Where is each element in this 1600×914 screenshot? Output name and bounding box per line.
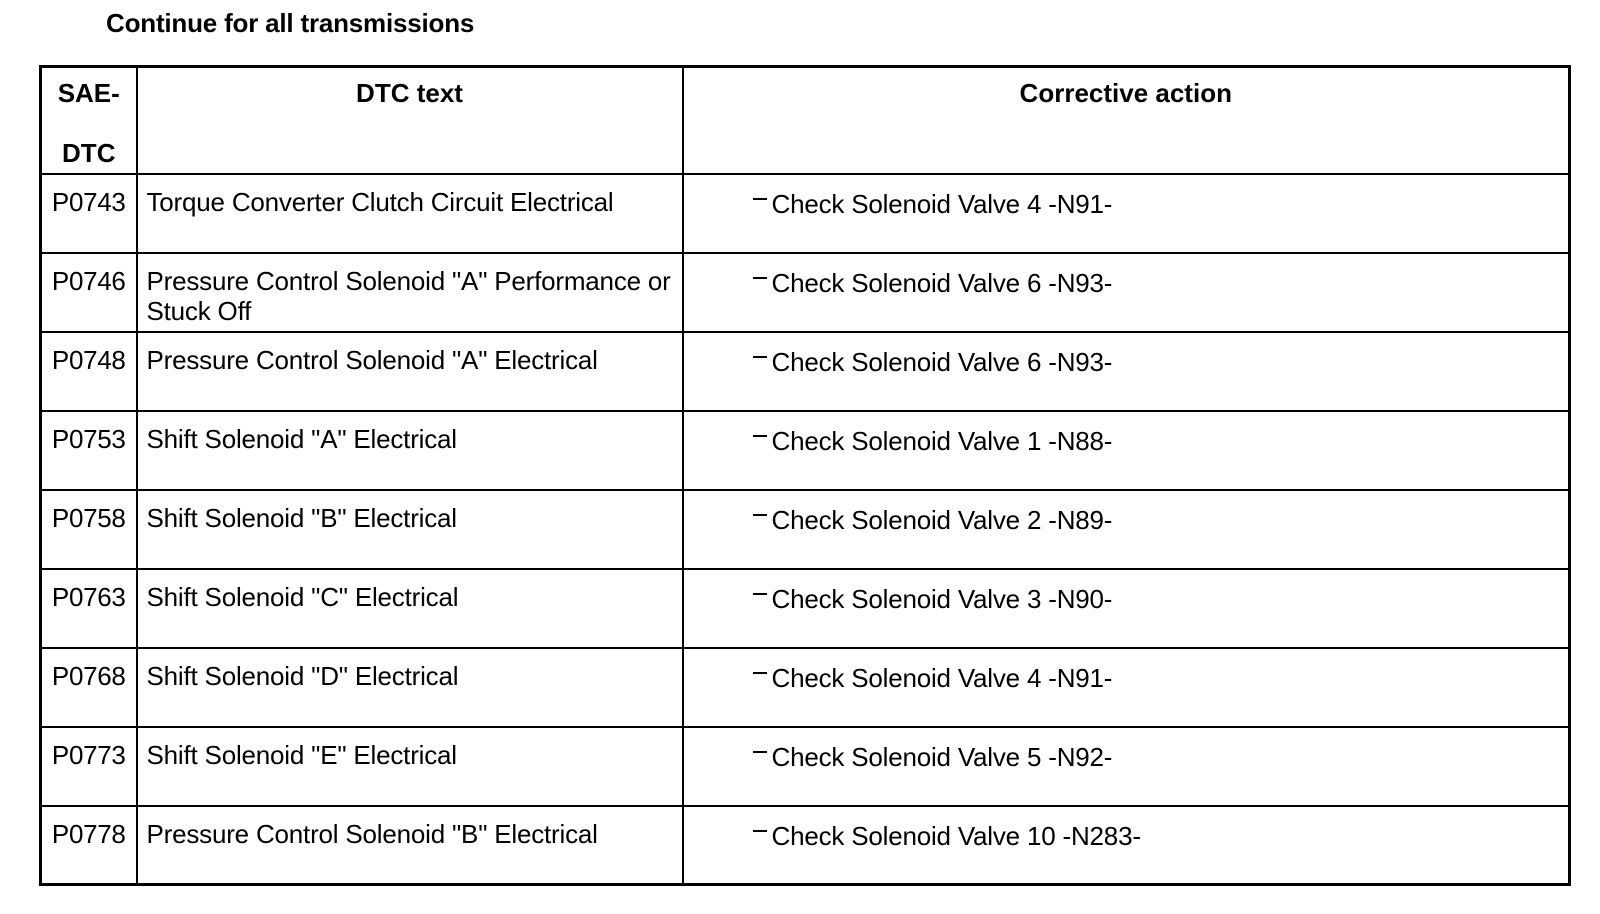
bullet-dash-icon: [753, 751, 767, 753]
corrective-action-cell: [683, 806, 1570, 885]
corrective-action-text: Check Solenoid Valve 4 -N91-: [771, 188, 1113, 219]
dtc-code-cell: P0758: [41, 490, 137, 569]
dtc-code-cell: P0773: [41, 727, 137, 806]
bullet-dash-icon: [753, 830, 767, 832]
table-row: [41, 648, 1570, 727]
table-row: [41, 253, 1570, 332]
bullet-dash-icon: [753, 593, 767, 595]
corrective-action-cell: [683, 648, 1570, 727]
table-header-row: [41, 67, 1570, 174]
table-row: [41, 174, 1570, 253]
dtc-code-cell: P0753: [41, 411, 137, 490]
corrective-action-cell: [683, 490, 1570, 569]
corrective-action-text: Check Solenoid Valve 4 -N91-: [771, 662, 1113, 693]
bullet-dash-icon: [753, 514, 767, 516]
dtc-text-cell: Pressure Control Solenoid "B" Electrical: [137, 806, 683, 885]
corrective-action-text: Check Solenoid Valve 1 -N88-: [771, 425, 1113, 456]
dtc-code-cell: P0748: [41, 332, 137, 411]
corrective-action-cell: [683, 174, 1570, 253]
bullet-dash-icon: [753, 277, 767, 279]
table-row: [41, 490, 1570, 569]
corrective-action-text: Check Solenoid Valve 5 -N92-: [771, 741, 1113, 772]
column-header-sae-dtc-line2: DTC: [62, 138, 116, 168]
corrective-action-cell: [683, 727, 1570, 806]
corrective-action-cell: [683, 332, 1570, 411]
dtc-text-cell: Pressure Control Solenoid "A" Performance or Stuck Off: [137, 253, 683, 332]
table-row: [41, 727, 1570, 806]
corrective-action-text: Check Solenoid Valve 6 -N93-: [771, 346, 1113, 377]
corrective-action-text: Check Solenoid Valve 10 -N283-: [771, 820, 1141, 851]
corrective-action-text: Check Solenoid Valve 2 -N89-: [771, 504, 1113, 535]
column-header-sae-dtc: [41, 67, 137, 174]
dtc-text-cell: Shift Solenoid "A" Electrical: [137, 411, 683, 490]
table-row: [41, 806, 1570, 885]
corrective-action-text: Check Solenoid Valve 3 -N90-: [771, 583, 1113, 614]
bullet-dash-icon: [753, 435, 767, 437]
dtc-text-cell: Shift Solenoid "B" Electrical: [137, 490, 683, 569]
column-header-corrective-action: Corrective action: [683, 67, 1570, 174]
corrective-action-cell: [683, 569, 1570, 648]
bullet-dash-icon: [753, 672, 767, 674]
dtc-text-cell: Shift Solenoid "C" Electrical: [137, 569, 683, 648]
column-header-dtc-text: DTC text: [137, 67, 683, 174]
dtc-text-cell: Torque Converter Clutch Circuit Electrical: [137, 174, 683, 253]
dtc-code-cell: P0743: [41, 174, 137, 253]
bullet-dash-icon: [753, 356, 767, 358]
page-heading: Continue for all transmissions: [106, 8, 475, 38]
corrective-action-cell: [683, 253, 1570, 332]
dtc-text-cell: Shift Solenoid "E" Electrical: [137, 727, 683, 806]
dtc-text-cell: Pressure Control Solenoid "A" Electrical: [137, 332, 683, 411]
corrective-action-cell: [683, 411, 1570, 490]
dtc-code-cell: P0746: [41, 253, 137, 332]
dtc-code-cell: P0763: [41, 569, 137, 648]
table-row: [41, 332, 1570, 411]
dtc-table: [39, 65, 1571, 886]
table-row: [41, 411, 1570, 490]
corrective-action-text: Check Solenoid Valve 6 -N93-: [771, 267, 1113, 298]
bullet-dash-icon: [753, 198, 767, 200]
column-header-sae-dtc-line1: SAE-: [57, 78, 120, 108]
dtc-code-cell: P0768: [41, 648, 137, 727]
dtc-code-cell: P0778: [41, 806, 137, 885]
table-row: [41, 569, 1570, 648]
dtc-text-cell: Shift Solenoid "D" Electrical: [137, 648, 683, 727]
